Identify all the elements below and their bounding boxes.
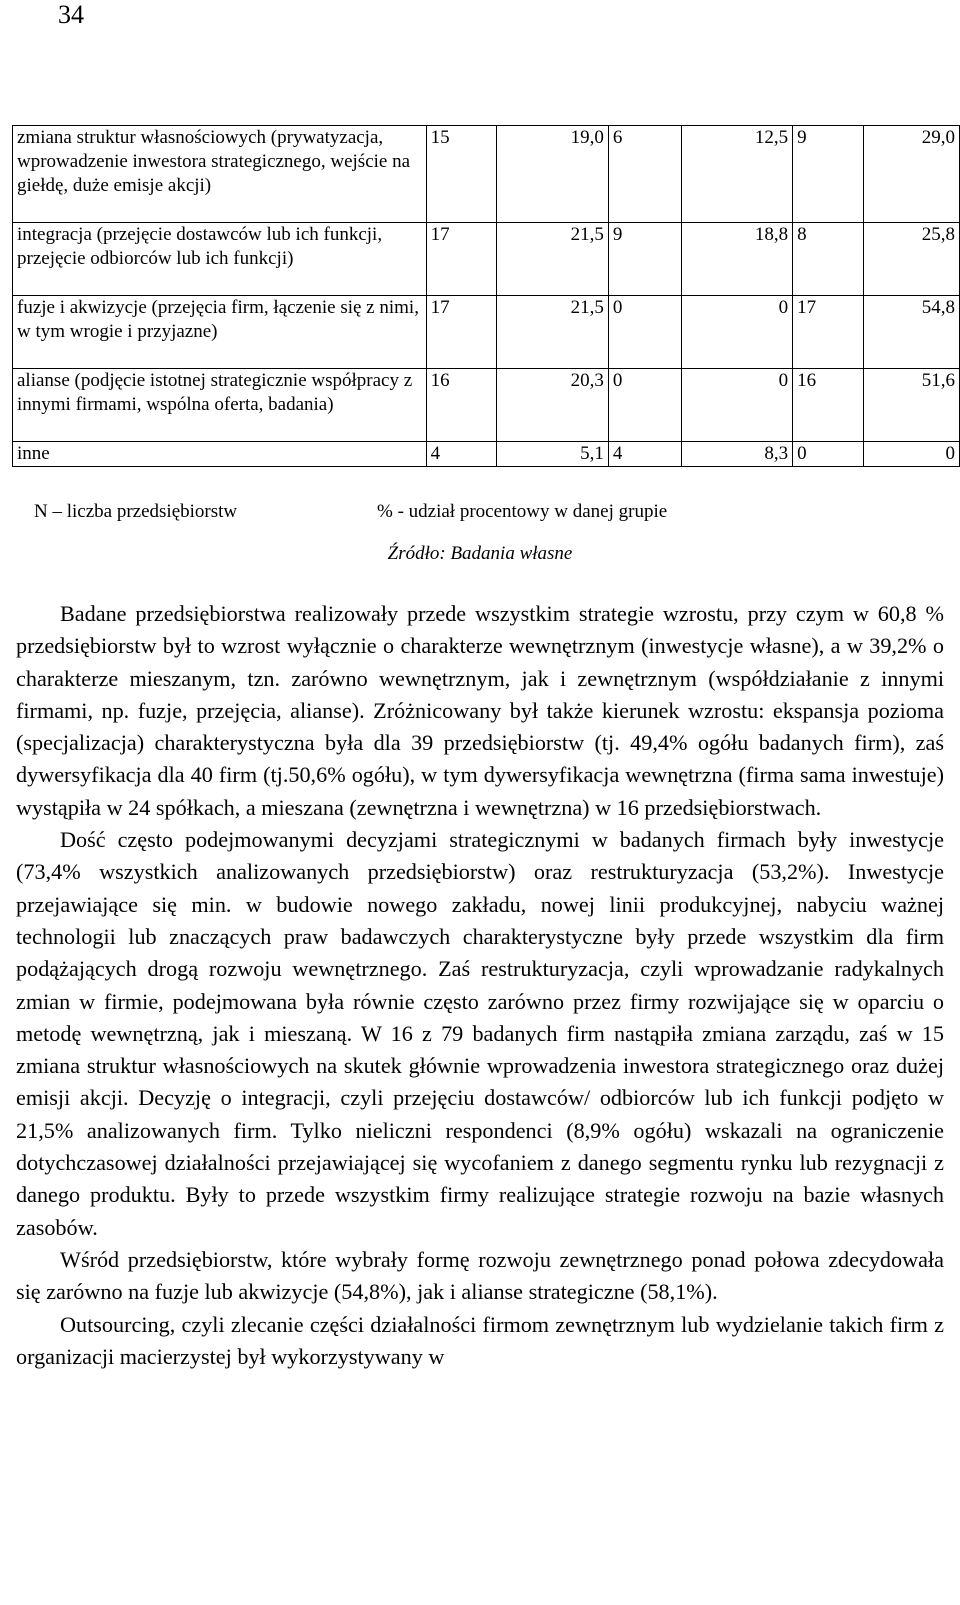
cell-pct: 25,8: [863, 223, 959, 296]
cell-n: 17: [426, 296, 497, 369]
cell-n: 0: [608, 296, 681, 369]
table-row: [13, 442, 960, 467]
cell-n: 4: [426, 442, 497, 467]
cell-pct: 8,3: [681, 442, 793, 467]
cell-n: 8: [793, 223, 864, 296]
cell-pct: 54,8: [863, 296, 959, 369]
body-text: [16, 598, 944, 1373]
cell-pct: 18,8: [681, 223, 793, 296]
cell-pct: 20,3: [497, 369, 609, 442]
paragraph: Dość często podejmowanymi decyzjami strategicznymi w badanych firmach były inwestycje (73,4% wszystkich analizowanych przedsiębiorstw) oraz restrukturyzacja (53,2%). Inwestycje przejawiające się min. w budowie nowego zakładu, nowej linii produkcyjnej, nabyciu ważnej technologii lub znaczących praw badawczych charakterystyczne były przede wszystkim dla firm podążających drogą rozwoju wewnętrznego. Zaś restrukturyzacja, czyli wprowadzanie radykalnych zmian w firmie, podejmowana była równie często zarówno przez firmy rozwijające się w oparciu o metodę wewnętrzną, jak i mieszaną. W 16 z 79 badanych firm nastąpiła zmiana zarządu, zaś w 15 zmiana struktur własnościowych na skutek głównie wprowadzenia inwestora strategicznego oraz dużej emisji akcji. Decyzję o integracji, czyli przejęciu dostawców/ odbiorców lub ich funkcji podjęto w 21,5% analizowanych firm. Tylko nieliczni respondenci (8,9% ogółu) wskazali na ograniczenie dotychczasowej działalności przejawiającej się wycofaniem z danego segmentu rynku lub rezygnacji z danego produktu. Były to przede wszystkim firmy realizujące strategie rozwoju na bazie własnych zasobów.: [16, 827, 944, 1240]
cell-n: 16: [426, 369, 497, 442]
cell-pct: 5,1: [497, 442, 609, 467]
cell-pct: 19,0: [497, 126, 609, 223]
row-label: integracja (przejęcie dostawców lub ich funkcji, przejęcie odbiorców lub ich funkcji): [13, 223, 427, 296]
table-row: [13, 369, 960, 442]
source-note: Źródło: Badania własne: [387, 543, 573, 564]
table-row: [13, 126, 960, 223]
cell-n: 6: [608, 126, 681, 223]
paragraph: Outsourcing, czyli zlecanie części działalności firmom zewnętrznym lub wydzielanie takich firm z organizacji macierzystej był wykorzystywany w: [16, 1311, 944, 1369]
row-label: zmiana struktur własnościowych (prywatyzacja, wprowadzenie inwestora strategicznego, wejście na giełdę, duże emisje akcji): [13, 126, 427, 223]
legend-pct: % - udział procentowy w danej grupie: [377, 501, 668, 522]
cell-pct: 0: [681, 296, 793, 369]
paragraph: Wśród przedsiębiorstw, które wybrały formę rozwoju zewnętrznego ponad połowa zdecydowała się zarówno na fuzje lub akwizycje (54,8%), jak i alianse strategiczne (58,1%).: [16, 1246, 944, 1305]
cell-pct: 0: [681, 369, 793, 442]
row-label: alianse (podjęcie istotnej strategicznie współpracy z innymi firmami, wspólna oferta, badania): [13, 369, 427, 442]
cell-pct: 0: [863, 442, 959, 467]
cell-n: 17: [426, 223, 497, 296]
cell-pct: 51,6: [863, 369, 959, 442]
cell-pct: 21,5: [497, 223, 609, 296]
table-row: [13, 223, 960, 296]
row-label: fuzje i akwizycje (przejęcia firm, łączenie się z nimi, w tym wrogie i przyjazne): [13, 296, 427, 369]
cell-pct: 21,5: [497, 296, 609, 369]
cell-pct: 29,0: [863, 126, 959, 223]
cell-n: 0: [793, 442, 864, 467]
legend-n: N – liczba przedsiębiorstw: [34, 501, 238, 522]
cell-n: 0: [608, 369, 681, 442]
cell-n: 9: [608, 223, 681, 296]
results-table: [12, 125, 960, 467]
cell-n: 9: [793, 126, 864, 223]
cell-pct: 12,5: [681, 126, 793, 223]
cell-n: 4: [608, 442, 681, 467]
row-label: inne: [13, 442, 427, 467]
cell-n: 17: [793, 296, 864, 369]
page-number: 34: [58, 0, 84, 29]
cell-n: 16: [793, 369, 864, 442]
paragraph: Badane przedsiębiorstwa realizowały przede wszystkim strategie wzrostu, przy czym w 60,8 % przedsiębiorstw był to wzrost wyłącznie o charakterze wewnętrznym (inwestycje własne), a w 39,2% o charakterze mieszanym, tzn. zarówno wewnętrznym, jak i zewnętrznym (współdziałanie z innymi firmami, np. fuzje, przejęcia, alianse). Zróżnicowany był także kierunek wzrostu: ekspansja pozioma (specjalizacja) charakterystyczna była dla 39 przedsiębiorstw (tj. 49,4% ogółu badanych firm), zaś dywersyfikacja dla 40 firm (tj.50,6% ogółu), w tym dywersyfikacja wewnętrzna (firma sama inwestuje) wystąpiła w 24 spółkach, a mieszana (zewnętrzna i wewnętrzna) w 16 przedsiębiorstwach.: [16, 601, 944, 820]
table-row: [13, 296, 960, 369]
cell-n: 15: [426, 126, 497, 223]
